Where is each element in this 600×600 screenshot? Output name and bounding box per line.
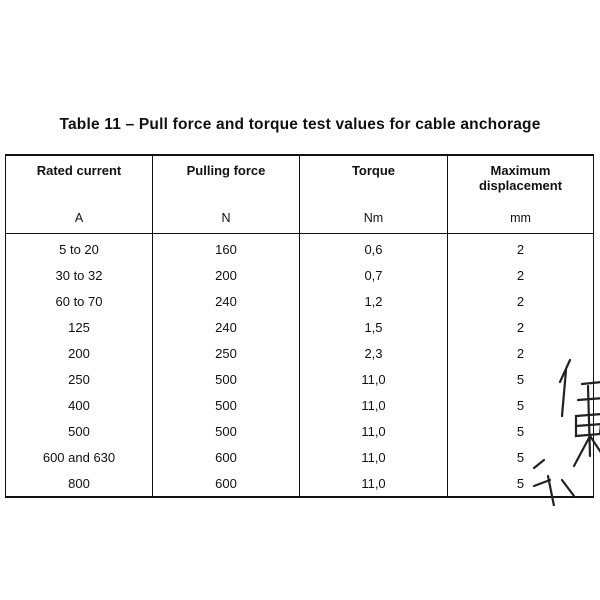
header-torque: Torque	[300, 155, 448, 209]
table-row	[6, 288, 594, 314]
table-row	[6, 392, 594, 418]
cell-torque: 0,7	[300, 262, 448, 288]
cell-rated-current: 600 and 630	[6, 444, 153, 470]
cell-rated-current: 500	[6, 418, 153, 444]
cell-displacement: 5	[448, 470, 594, 497]
table-row	[6, 444, 594, 470]
cell-torque: 11,0	[300, 366, 448, 392]
pull-force-torque-table	[5, 154, 594, 498]
cell-pulling-force: 500	[153, 418, 300, 444]
cell-displacement: 2	[448, 314, 594, 340]
table-row	[6, 418, 594, 444]
table-row	[6, 366, 594, 392]
unit-torque: Nm	[300, 209, 448, 234]
header-maximum-displacement	[448, 155, 594, 209]
cell-pulling-force: 160	[153, 234, 300, 263]
header-maximum-displacement-text: Maximum displacement	[478, 163, 563, 193]
cell-torque: 11,0	[300, 418, 448, 444]
cell-rated-current: 60 to 70	[6, 288, 153, 314]
cell-displacement: 5	[448, 392, 594, 418]
cell-torque: 2,3	[300, 340, 448, 366]
table-title: Table 11 – Pull force and torque test values for cable anchorage	[59, 116, 541, 133]
cell-displacement: 5	[448, 418, 594, 444]
unit-displacement: mm	[448, 209, 594, 234]
cell-displacement: 5	[448, 366, 594, 392]
cell-displacement: 2	[448, 262, 594, 288]
cell-rated-current: 250	[6, 366, 153, 392]
cell-pulling-force: 500	[153, 366, 300, 392]
cell-rated-current: 30 to 32	[6, 262, 153, 288]
cell-rated-current: 5 to 20	[6, 234, 153, 263]
cell-torque: 11,0	[300, 392, 448, 418]
cell-pulling-force: 600	[153, 444, 300, 470]
unit-rated-current: A	[6, 209, 153, 234]
cell-torque: 11,0	[300, 444, 448, 470]
cell-pulling-force: 500	[153, 392, 300, 418]
cell-displacement: 2	[448, 340, 594, 366]
cell-torque: 1,2	[300, 288, 448, 314]
table-row	[6, 234, 594, 263]
unit-pulling-force: N	[153, 209, 300, 234]
cell-torque: 0,6	[300, 234, 448, 263]
header-pulling-force: Pulling force	[153, 155, 300, 209]
cell-pulling-force: 250	[153, 340, 300, 366]
cell-rated-current: 400	[6, 392, 153, 418]
cell-pulling-force: 240	[153, 288, 300, 314]
cell-rated-current: 800	[6, 470, 153, 497]
cell-pulling-force: 200	[153, 262, 300, 288]
cell-displacement: 2	[448, 234, 594, 263]
cell-torque: 11,0	[300, 470, 448, 497]
header-rated-current: Rated current	[6, 155, 153, 209]
table-row	[6, 262, 594, 288]
table-row	[6, 470, 594, 497]
cell-pulling-force: 600	[153, 470, 300, 497]
cell-pulling-force: 240	[153, 314, 300, 340]
cell-rated-current: 200	[6, 340, 153, 366]
table-row	[6, 340, 594, 366]
cell-displacement: 5	[448, 444, 594, 470]
cell-displacement: 2	[448, 288, 594, 314]
cell-rated-current: 125	[6, 314, 153, 340]
table-row	[6, 314, 594, 340]
cell-torque: 1,5	[300, 314, 448, 340]
